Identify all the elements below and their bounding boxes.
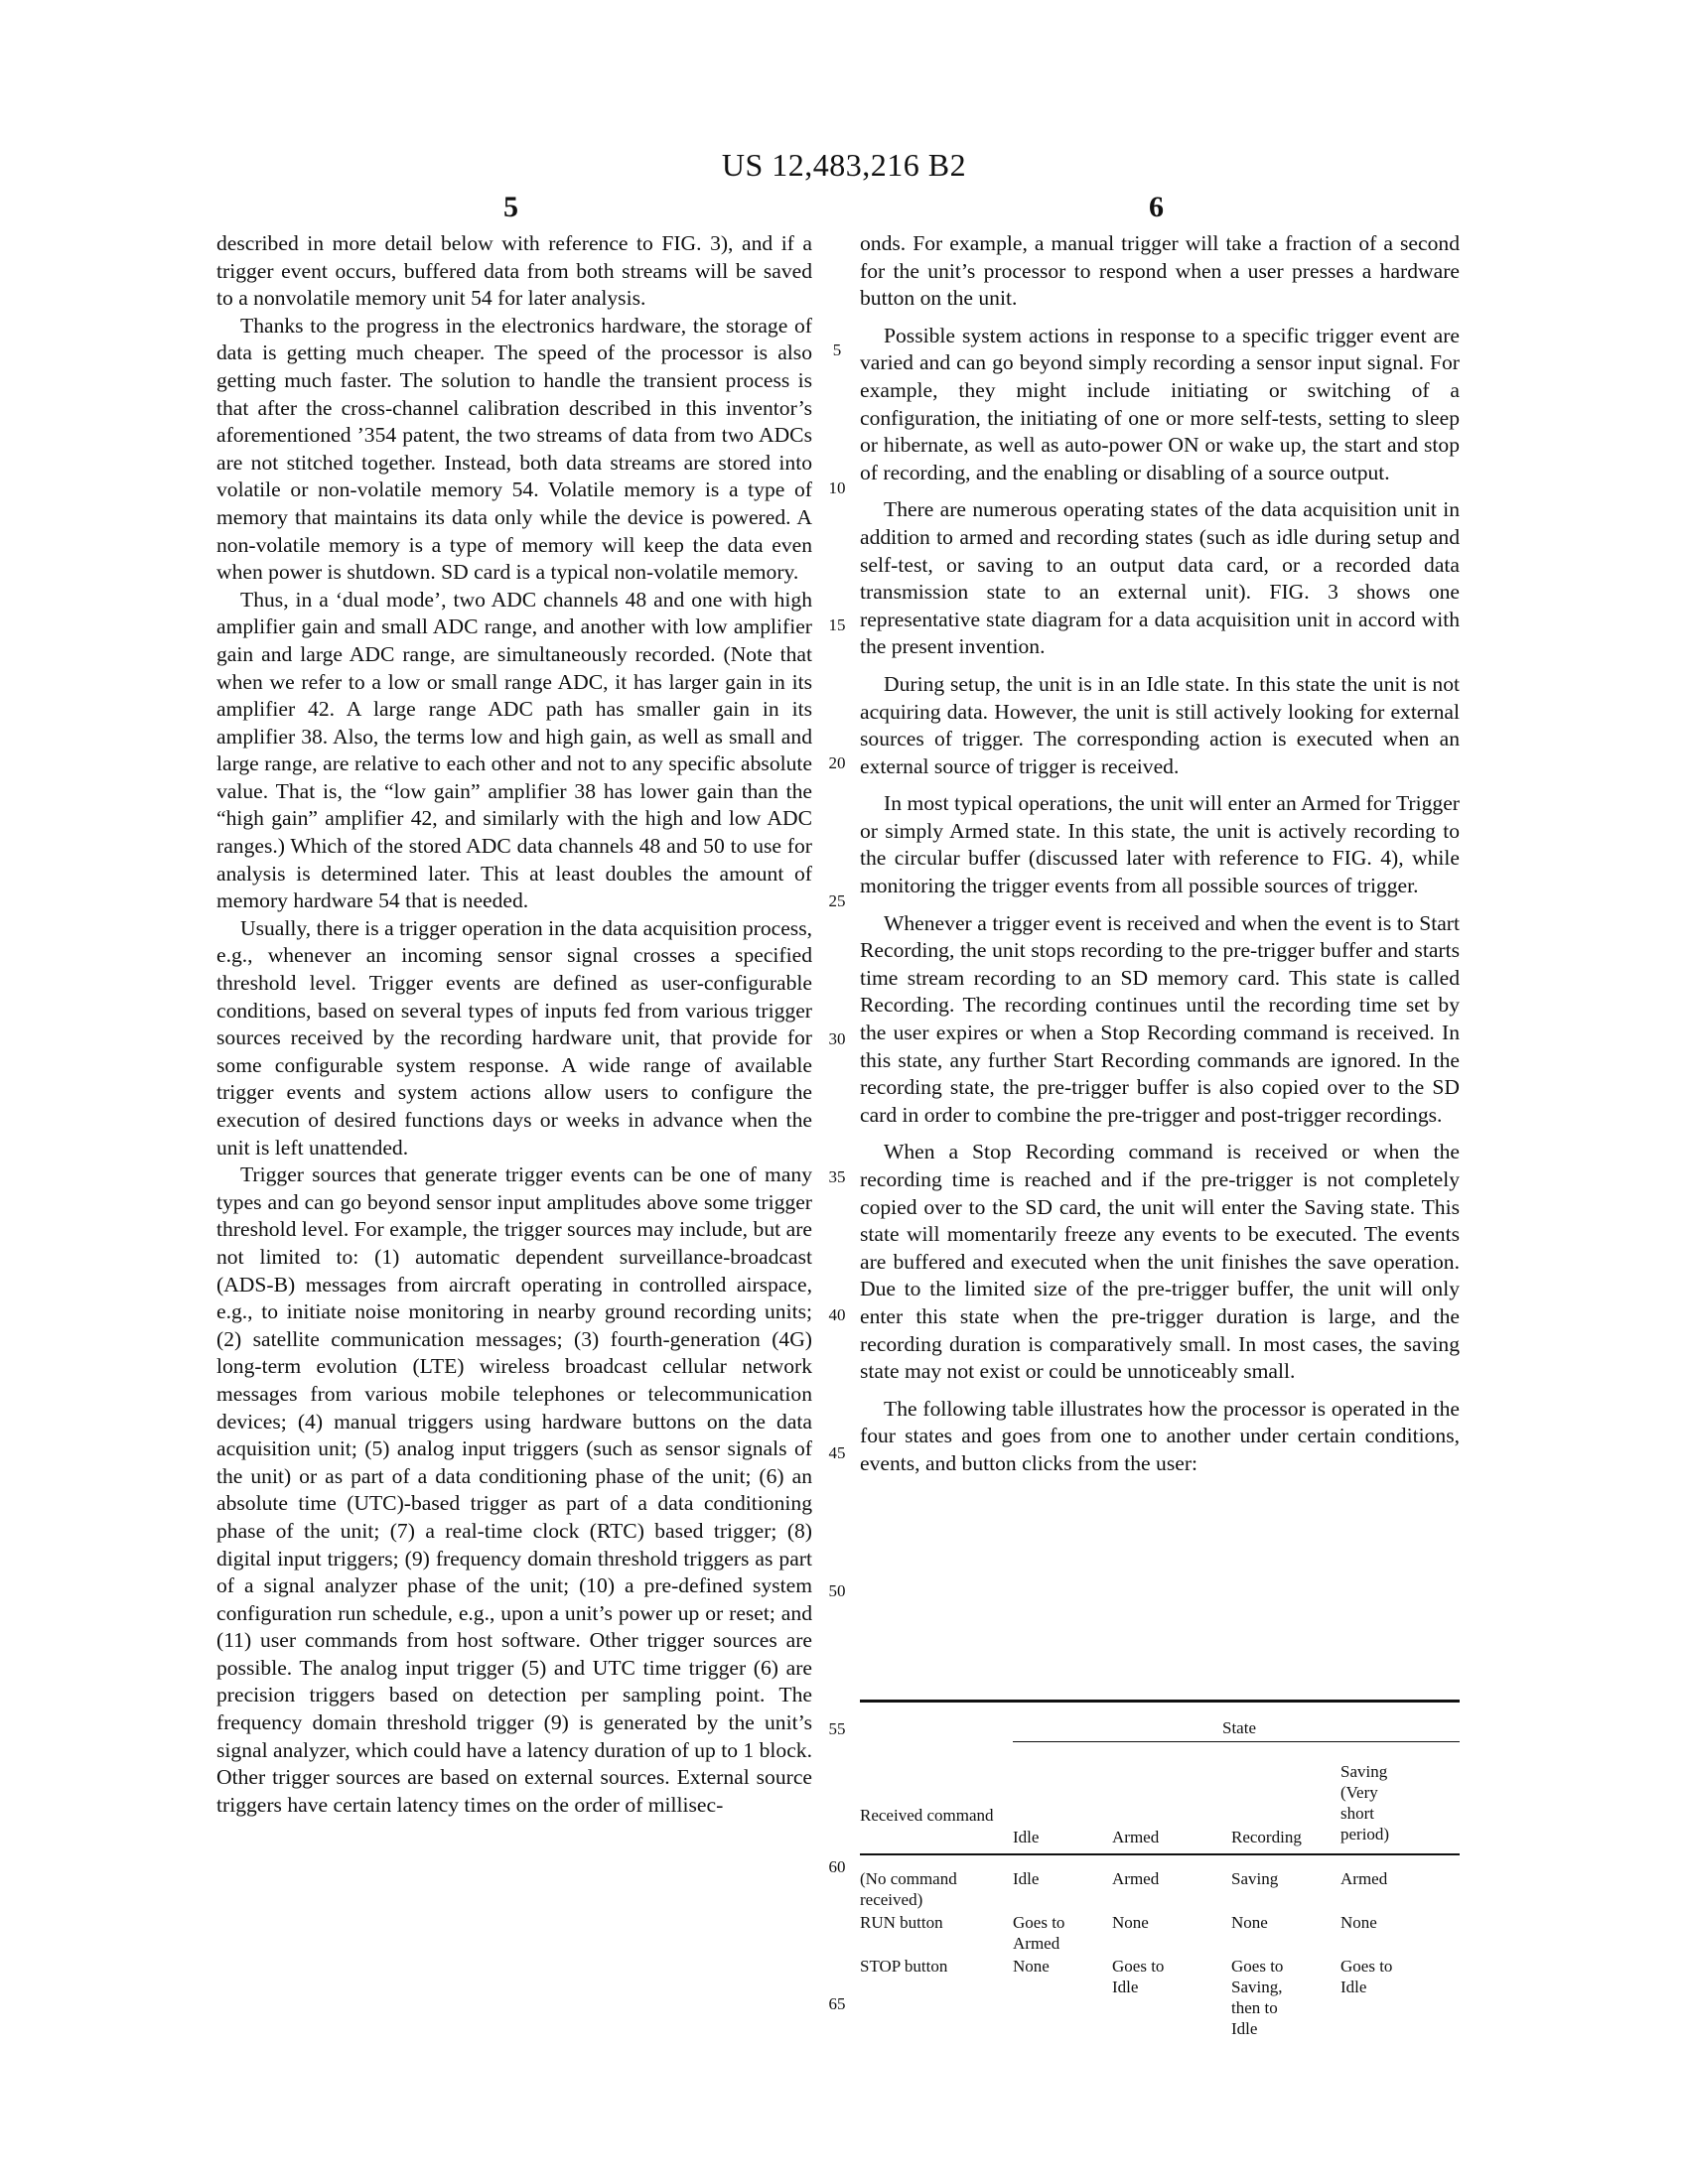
left-paragraph: Usually, there is a trigger operation in the data acquisition process, e.g., whenever an incoming sensor signal crosses a specified threshold level. Trigger events are defined as user-configurable conditions, based on several types of inputs fed from various trigger sources received by the recording hardware unit, that provide for some configurable system response. A wide range of available trigger events and system actions allow users to configure the execution of desired functions days or weeks in advance when the unit is left unattended. xyxy=(216,915,812,1160)
table-group-header: State xyxy=(1222,1718,1256,1737)
right-paragraph: Possible system actions in response to a specific trigger event are varied and can go beyond simply recording a sensor input signal. For example, they might include initiating or switching of a configuration, the initiating of one or more self-tests, setting to sleep or hibernate, as well as auto-power ON or wake up, the start and stop of recording, and the enabling or disabling of a source output. xyxy=(860,323,1460,484)
left-paragraph: Thanks to the progress in the electronics hardware, the storage of data is getting much cheaper. The speed of the processor is also getting much faster. The solution to handle the transient process is that after the cross-channel calibration described in this inventor’s aforementioned ’354 patent, the two streams of data from two ADCs are not stitched together. Instead, both data streams are stored into volatile or non-volatile memory 54. Volatile memory is a type of memory that maintains its data only while the device is powered. A non-volatile memory is a type of memory will keep the data even when power is shutdown. SD card is a typical non-volatile memory. xyxy=(216,313,812,585)
table-cell: Goes to Armed xyxy=(1013,1913,1065,1953)
line-number: 30 xyxy=(828,1029,846,1048)
patent-number: US 12,483,216 B2 xyxy=(721,147,967,183)
line-number: 25 xyxy=(828,891,846,910)
right-paragraph: There are numerous operating states of the data acquisition unit in addition to armed and recording states (such as idle during setup and self-test, or saving to an output data card, or a recorded data transmission state to an external unit). FIG. 3 shows one representative state diagram for a data acquisition unit in accord with the present invention. xyxy=(860,497,1460,659)
table-cell: STOP button xyxy=(860,1957,948,1976)
right-paragraph: onds. For example, a manual trigger will take a fraction of a second for the unit’s processor to respond when a user presses a hardware button on the unit. xyxy=(860,231,1460,311)
line-number: 10 xyxy=(828,478,846,497)
table-cell: None xyxy=(1013,1957,1050,1976)
left-paragraph: Trigger sources that generate trigger events can be one of many types and can go beyond sensor input amplitudes above some trigger threshold level. For example, the trigger sources may include, but are not limited to: (1) automatic dependent surveillance-broadcast (ADS-B) messages from aircraft operating in controlled airspace, e.g., to initiate noise monitoring in nearby ground recording units; (2) satellite communication messages; (3) fourth-generation (4G) long-term evolution (LTE) wireless broadcast cellular network messages from various mobile telephones or telecommunication devices; (4) manual triggers using hardware buttons on the data acquisition unit; (5) analog input triggers (such as sensor signals of the unit) or as part of a data conditioning phase of the unit; (6) an absolute time (UTC)-based trigger as part of a data conditioning phase of the unit; (7) a real-time clock (RTC) based trigger; (8) digital input triggers; (9) frequency domain threshold triggers as part of a signal analyzer phase of the unit; (10) a pre-defined system configuration run schedule, e.g., upon a unit’s power up or reset; and (11) user commands from host software. Other trigger sources are possible. The analog input trigger (5) and UTC time trigger (6) are precision triggers based on detection per sampling point. The frequency domain threshold trigger (9) is generated by the unit’s signal analyzer, which could have a latency duration of up to 1 block. Other trigger sources are based on external sources. External source triggers have certain latency times on the order of millisec- xyxy=(216,1162,812,1817)
right-paragraph: The following table illustrates how the processor is operated in the four states and goes from one to another under certain conditions, events, and button clicks from the user: xyxy=(860,1396,1460,1475)
right-paragraph: Whenever a trigger event is received and when the event is to Start Recording, the unit stops recording to the pre-trigger buffer and starts time stream recording to an SD memory card. This state is called Recording. The recording continues until the recording time set by the user expires or when a Stop Recording command is received. In this state, any further Start Recording commands are ignored. In the recording state, the pre-trigger buffer is also copied over to the SD card in order to combine the pre-trigger and post-trigger recordings. xyxy=(860,910,1460,1127)
table-header-saving: Saving (Very short period) xyxy=(1340,1762,1390,1843)
right-column xyxy=(860,230,1460,1488)
table-cell: Goes to Idle xyxy=(1112,1957,1165,1996)
table-top-rule xyxy=(860,1700,1460,1703)
left-column xyxy=(216,230,812,1819)
line-number: 55 xyxy=(828,1719,846,1738)
table-cell: (No command received) xyxy=(860,1869,957,1909)
table-group-rule xyxy=(1013,1741,1460,1742)
table-cell: None xyxy=(1340,1913,1377,1932)
table-cell: None xyxy=(1231,1913,1268,1932)
line-number: 20 xyxy=(828,753,846,772)
table-cell: Idle xyxy=(1013,1869,1040,1888)
line-number: 15 xyxy=(828,615,846,634)
column-number-right: 6 xyxy=(1149,191,1164,223)
right-paragraph: During setup, the unit is in an Idle state. In this state the unit is not acquiring data. However, the unit is still actively looking for external sources of trigger. The corresponding action is executed when an external source of trigger is received. xyxy=(860,671,1460,778)
right-paragraph: When a Stop Recording command is received or when the recording time is reached and if the pre-trigger is not completely copied over to the SD card, the unit will enter the Saving state. This state will momentarily freeze any events to be executed. The events are buffered and executed when the unit finishes the save operation. Due to the limited size of the pre-trigger buffer, the unit will only enter this state when the pre-trigger duration is large, and the recording duration is comparatively small. In most cases, the saving state may not exist or could be unnoticeably small. xyxy=(860,1140,1460,1384)
column-number-left: 5 xyxy=(503,191,518,223)
table-header-rule xyxy=(860,1853,1460,1855)
table-header-armed: Armed xyxy=(1112,1828,1160,1846)
line-number: 60 xyxy=(828,1857,846,1876)
line-number: 65 xyxy=(828,1994,846,2013)
left-paragraph: described in more detail below with reference to FIG. 3), and if a trigger event occurs, buffered data from both streams will be saved to a nonvolatile memory unit 54 for later analysis. xyxy=(216,231,812,311)
table-cell: Goes to Saving, then to Idle xyxy=(1231,1957,1284,2038)
right-paragraph: In most typical operations, the unit will enter an Armed for Trigger or simply Armed state. In this state, the unit is actively recording to the circular buffer (discussed later with reference to FIG. 4), while monitoring the trigger events from all possible sources of trigger. xyxy=(860,791,1460,898)
line-number: 45 xyxy=(828,1443,846,1462)
table-header-received-command: Received command xyxy=(860,1806,994,1825)
line-number: 40 xyxy=(828,1305,846,1324)
line-number: 5 xyxy=(832,341,842,359)
table-cell: Armed xyxy=(1112,1869,1160,1888)
table-cell: None xyxy=(1112,1913,1149,1932)
table-header-recording: Recording xyxy=(1231,1828,1302,1846)
left-paragraph: Thus, in a ‘dual mode’, two ADC channels 48 and one with high amplifier gain and small ADC range, and another with low amplifier gain and large ADC range, are simultaneously recorded. (Note that when we refer to a low or small range ADC, it has larger gain in its amplifier 42. A large range ADC path has smaller gain in its amplifier 38. Also, the terms low and high gain, as well as small and large range, are relative to each other and not to any specific absolute value. That is, the “low gain” amplifier 38 has lower gain than the “high gain” amplifier 42, and similarly with the high and low ADC ranges.) Which of the stored ADC data channels 48 and 50 to use for analysis is determined later. This at least doubles the amount of memory hardware 54 that is needed. xyxy=(216,587,812,913)
table-cell: Saving xyxy=(1231,1869,1279,1888)
table-cell: Goes to Idle xyxy=(1340,1957,1393,1996)
line-number: 35 xyxy=(828,1167,846,1186)
line-number: 50 xyxy=(828,1581,846,1600)
table-cell: Armed xyxy=(1340,1869,1388,1888)
table-cell: RUN button xyxy=(860,1913,943,1932)
table-header-idle: Idle xyxy=(1013,1828,1040,1846)
